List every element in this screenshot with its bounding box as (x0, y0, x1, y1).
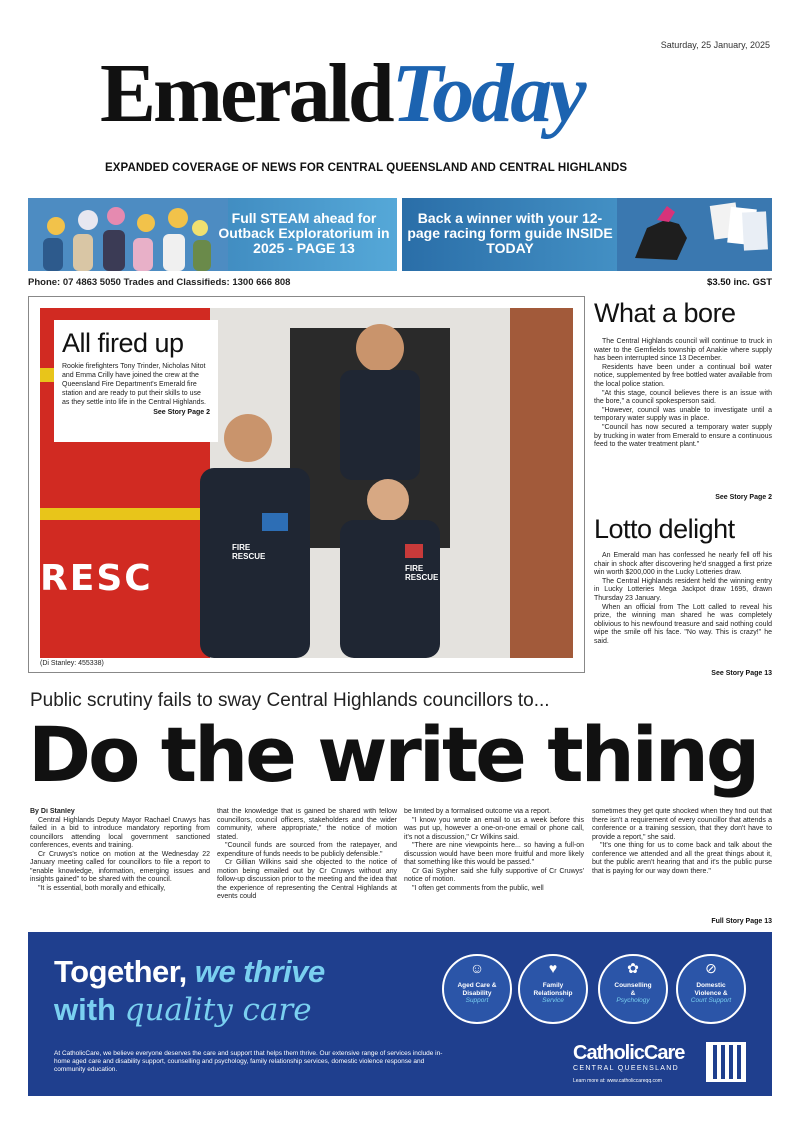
racehorse-photo (617, 198, 772, 271)
lead-caption: Rookie firefighters Tony Trinder, Nicholas Nitot and Emma Crilly have joined the crew at the Queensland Fire Department's Emerald fire station and are ready to put their skills to use as they settle into life in the Central Highlands. (62, 363, 206, 406)
paragraph: Cr Cruwys's notice on motion at the Wednesday 22 January meeting called for councillors to file a report to "enable knowledge, information, emerging issues and insights gained" to be shared with the council. (30, 850, 210, 883)
story-body-lotto (594, 552, 772, 647)
contact-numbers: Phone: 07 4863 5050 Trades and Classifieds: 1300 666 808 (28, 277, 291, 288)
paragraph: "It is essential, both morally and ethically, (38, 884, 166, 892)
service-label: Family (542, 982, 564, 989)
story-title-bore[interactable]: What a bore (594, 298, 736, 328)
issue-date: Saturday, 25 January, 2025 (660, 40, 770, 50)
headline-kicker: Public scrutiny fails to sway Central Highlands councillors to... (30, 690, 550, 711)
children-photo (28, 198, 228, 271)
masthead-emerald: Emerald (100, 47, 392, 140)
story-column-4 (592, 808, 772, 920)
masthead[interactable] (100, 47, 720, 157)
service-sub: Psychology (616, 997, 650, 1004)
logo-sub: CENTRAL QUEENSLAND (573, 1065, 679, 1072)
paragraph: The Central Highlands council will continue to truck in water to the Gemfields township of Anakie where supply has been interrupted since 13 December. (594, 338, 772, 363)
paragraph: "At this stage, council believes there is an issue with the bore," a council spokesperson said. (594, 389, 772, 406)
ad-body-text: At CatholicCare, we believe everyone deserves the care and support that helps them thrive. Our extensive range of services include in-home aged care and disability support, counselling and psychology, family relationship services, domestic violence response and community education. (54, 1050, 443, 1073)
service-domestic-violence[interactable] (676, 954, 746, 1024)
qr-code-icon[interactable] (706, 1042, 746, 1082)
paragraph: The Central Highlands resident held the winning entry in Lucky Lotteries Mega Jackpot draw 1695, drawn Thursday 23 January. (594, 577, 772, 602)
story-body-bore (594, 338, 772, 450)
tagline: EXPANDED COVERAGE OF NEWS FOR CENTRAL QUEENSLAND AND CENTRAL HIGHLANDS (105, 162, 628, 174)
byline: By Di Stanley (30, 808, 75, 815)
paragraph: that the knowledge that is gained be shared with fellow councillors, council officers, stakeholders and the wider community, where appropriate," the notice of motion stated. (217, 808, 397, 841)
ad-headline-line1 (54, 954, 325, 990)
see-story-bore[interactable]: See Story Page 2 (715, 494, 772, 501)
photo-credit: (Di Stanley: 455338) (40, 660, 104, 667)
promo-racing-text: Back a winner with your 12-page racing form guide INSIDE TODAY (407, 210, 613, 256)
paragraph: Cr Gai Sypher said she fully supportive of Cr Cruwys' notice of motion. (404, 867, 584, 883)
family-icon: ♥ (548, 960, 558, 976)
full-story-link[interactable]: Full Story Page 13 (711, 918, 772, 925)
no-violence-icon: ⊘ (705, 960, 717, 976)
catholiccare-advertisement[interactable] (28, 932, 772, 1096)
promo-banner-steam[interactable] (28, 198, 397, 271)
service-label: Violence & (694, 989, 728, 997)
see-story-lotto[interactable]: See Story Page 13 (711, 670, 772, 677)
ad-headline-thrive: we thrive (194, 954, 325, 989)
catholiccare-logo (573, 1042, 684, 1072)
ad-headline-line2 (54, 992, 312, 1028)
lead-caption-box (54, 320, 218, 442)
promo-steam-text: Full STEAM ahead for Outback Exploratorium in 2025 - PAGE 13 (218, 210, 390, 256)
lead-see-story[interactable]: See Story Page 2 (153, 409, 210, 416)
story-column-2 (217, 808, 397, 920)
service-label: Domestic (696, 982, 726, 989)
ad-headline-quality-care: quality care (124, 992, 312, 1028)
service-label: Relationship (533, 989, 573, 997)
paragraph: An Emerald man has confessed he nearly fell off his chair in shock after discovering he'd snagged a first prize win worth $200,000 in the Lucky Lotteries draw. (594, 552, 772, 577)
service-label: Aged Care & (457, 982, 497, 989)
paragraph: Central Highlands Deputy Mayor Rachael Cruwys has failed in a bid to introduce mandatory reporting from councillors attending local government sanctioned conferences, events and training. (30, 816, 210, 849)
main-headline[interactable]: Do the write thing (28, 710, 758, 799)
service-sub: Court Support (690, 997, 732, 1004)
paragraph: "Council funds are sourced from the ratepayer, and expenditure of funds needs to be publicly defensible." (217, 842, 397, 858)
paragraph: "It's one thing for us to come back and talk about the conference we attended and all the great things about it, but the public aren't hearing that and it's the public purse that is paying for our way down there." (592, 842, 772, 875)
ad-headline-with: with (54, 992, 125, 1027)
promo-banner-racing[interactable] (402, 198, 772, 271)
logo-name: CatholicCare (573, 1042, 685, 1064)
paragraph: "There are nine viewpoints here... so having a full-on discussion would have been more fruitful and more likely that something like this would be passed." (404, 842, 584, 866)
ad-website[interactable]: Learn more at: www.catholiccareqq.com (573, 1078, 662, 1084)
people-icon: ☺ (469, 960, 485, 976)
paragraph: "However, council was unable to investigate until a temporary water supply was in place. (594, 406, 772, 423)
counselling-icon: ✿ (627, 960, 639, 976)
uniform-patch-right: FIRE RESCUE (405, 564, 439, 582)
service-family[interactable] (518, 954, 588, 1024)
paragraph: sometimes they get quite shocked when they find out that there isn't a requirement of every councillor that attends a conference or a training session, that they don't have to provide a report," she said. (592, 808, 772, 841)
paragraph: be limited by a formalised outcome via a report. (404, 808, 552, 815)
service-sub: Support (465, 997, 489, 1004)
service-counselling[interactable] (598, 954, 668, 1024)
paragraph: Cr Gillian Wilkins said she objected to the notice of motion being emailed out by Cr Cruwys without any follow-up discussion prior to the meeting and the idea that the experience of representing the Central Highlands at events could (217, 859, 397, 900)
lead-title: All fired up (62, 328, 184, 358)
service-sub: Service (542, 997, 564, 1004)
service-label: Disability (462, 989, 492, 997)
paragraph: When an official from The Lott called to reveal his prize, the winning man shared he was completely oblivious to his newfound treasure and said nothing could wipe the smile off his face. "No way. This is crazy!" he said. (594, 603, 772, 645)
story-title-lotto[interactable]: Lotto delight (594, 514, 735, 544)
paragraph: "I know you wrote an email to us a week before this was put up, however a one-on-one email or phone call, it's not a discussion," Cr Wilkins said. (404, 816, 584, 841)
price: $3.50 inc. GST (707, 277, 772, 288)
paragraph: "I often get comments from the public, well (412, 884, 544, 892)
masthead-today: Today (391, 47, 584, 140)
uniform-patch-left: FIRE RESCUE (232, 543, 266, 561)
service-label: Counselling (614, 982, 652, 989)
paragraph: "Council has now secured a temporary water supply by trucking in water from Emerald to ensure a continuous feed to the water treatment plant." (594, 423, 772, 449)
service-label: & (630, 989, 636, 997)
story-column-3 (404, 808, 584, 920)
service-aged-care[interactable] (442, 954, 512, 1024)
ad-headline-together: Together, (54, 954, 195, 989)
story-column-1 (30, 808, 210, 920)
truck-lettering: RESC (40, 558, 153, 599)
paragraph: Residents have been under a continual boil water notice, supplemented by free bottled water available from the local police station. (594, 363, 772, 388)
